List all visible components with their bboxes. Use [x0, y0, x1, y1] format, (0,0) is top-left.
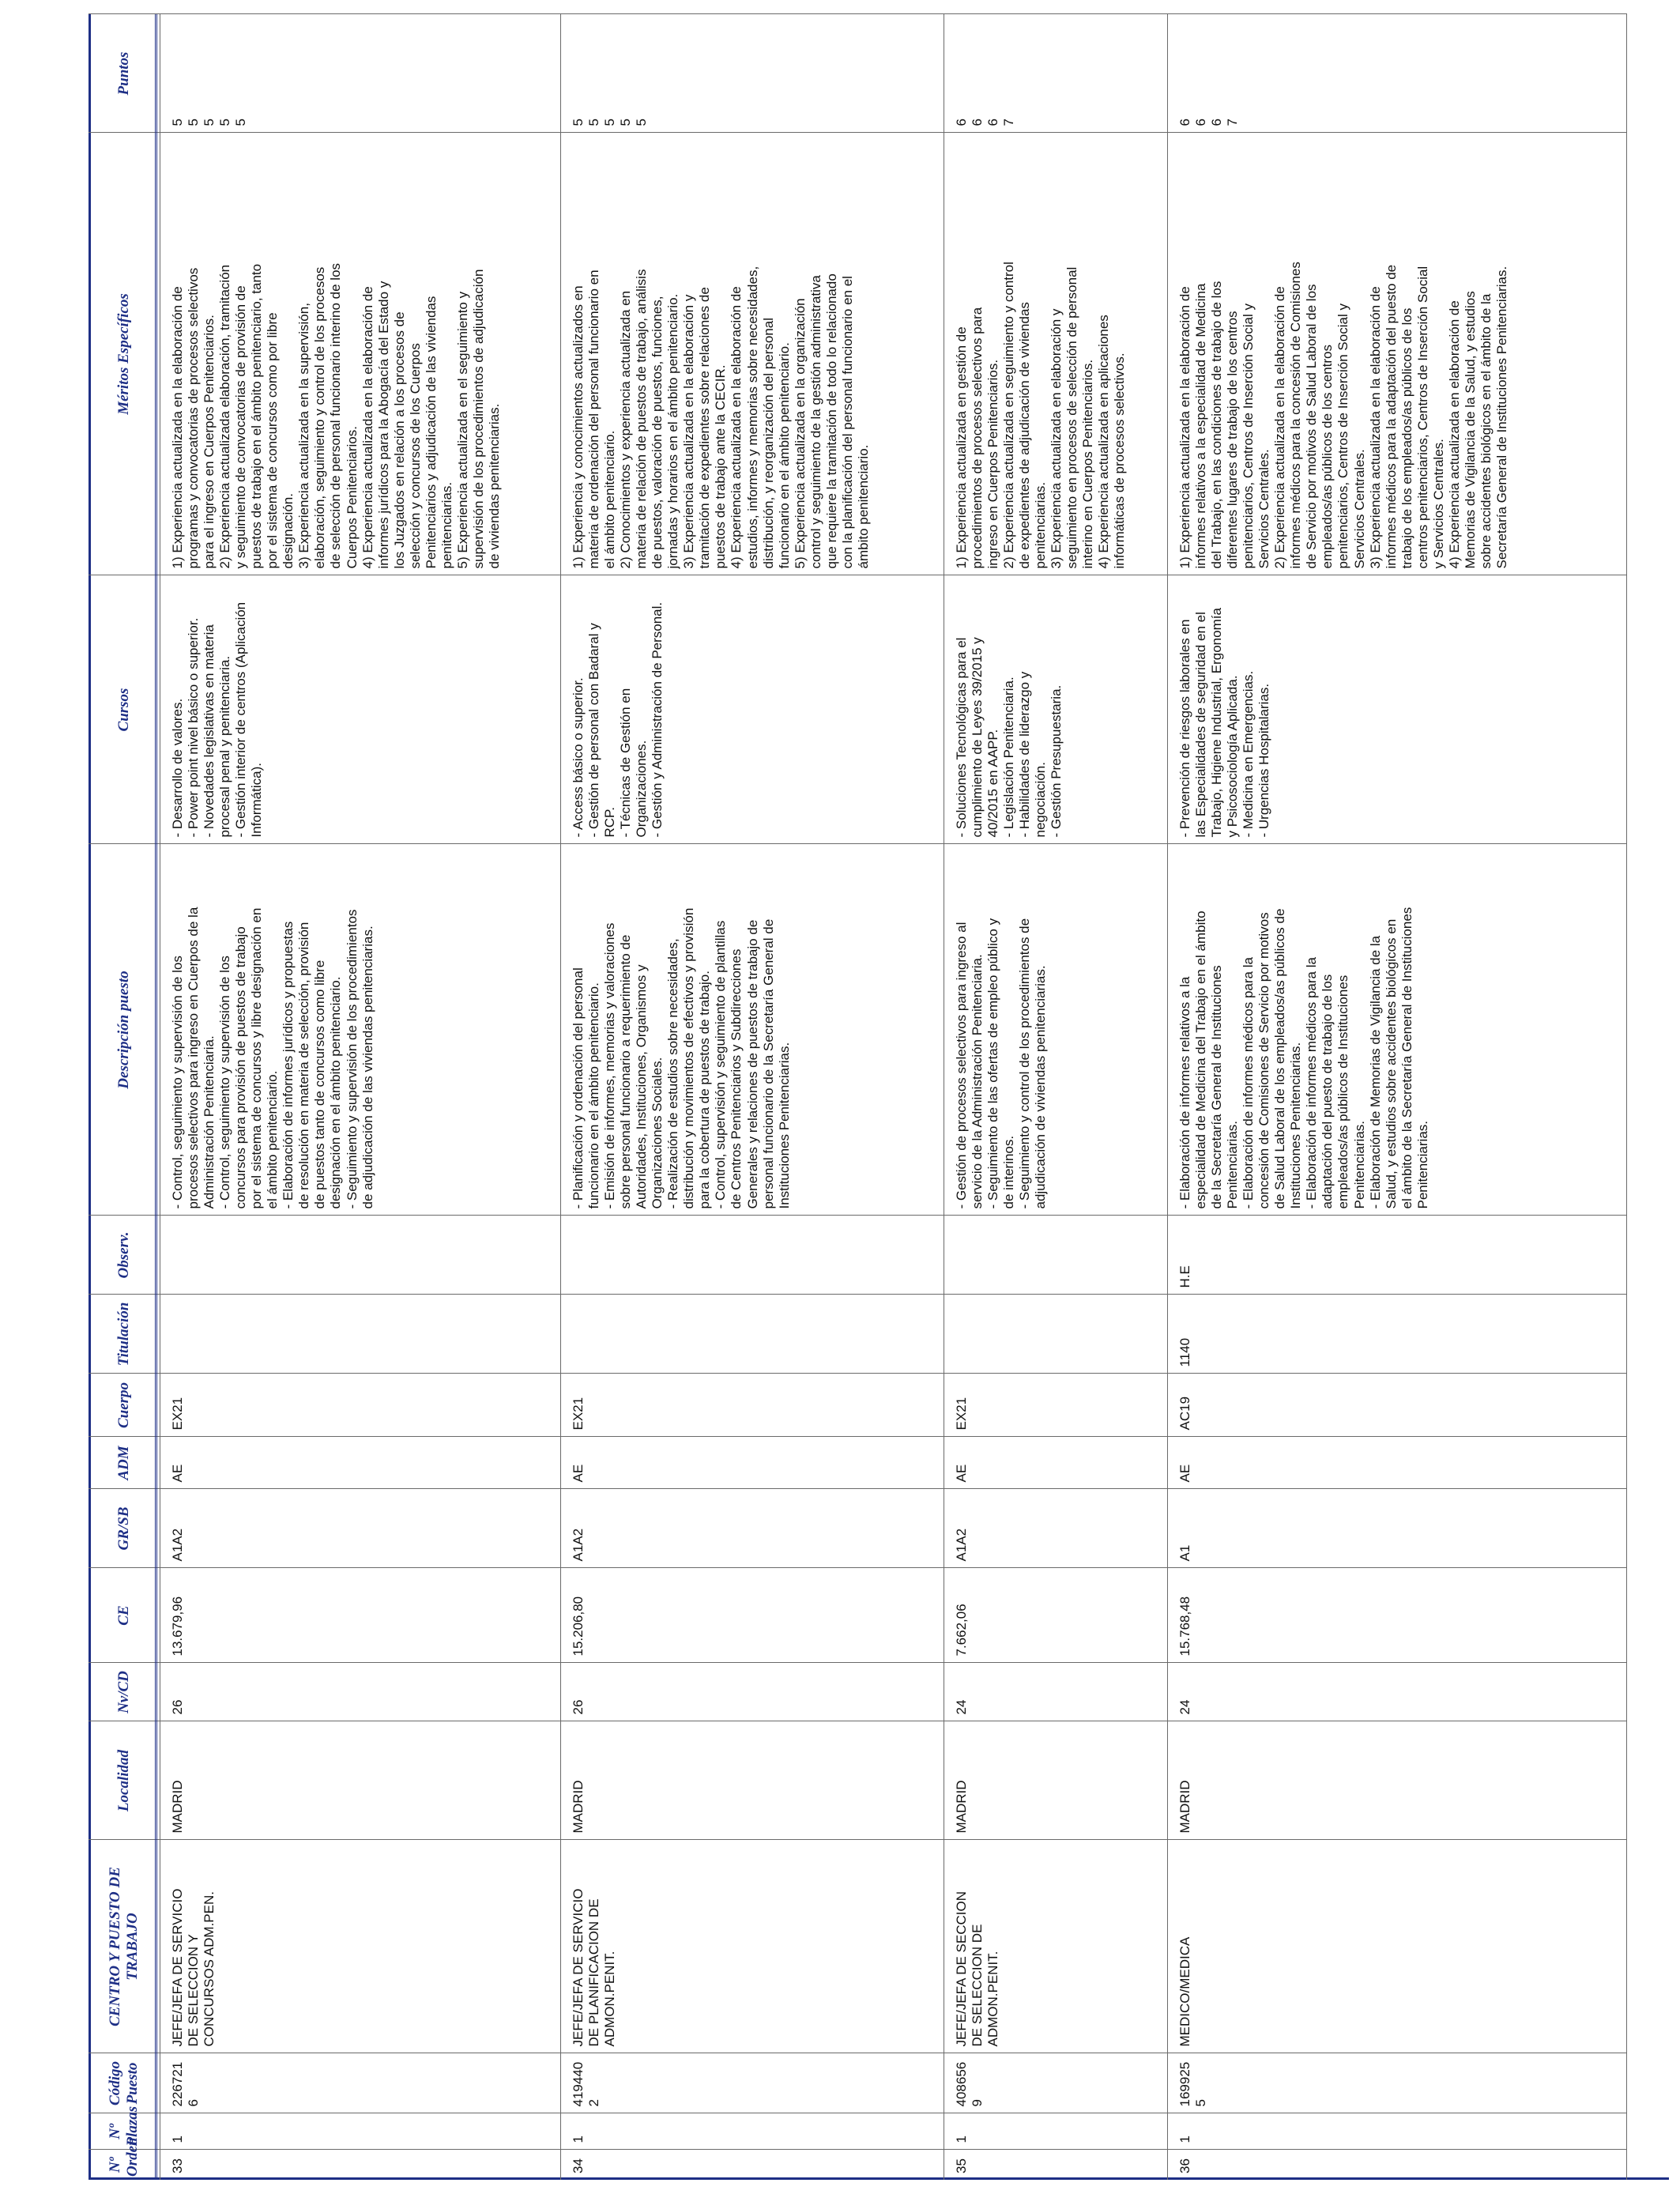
- vacancies-table: [89, 14, 1627, 2181]
- header-observ: Observ.: [89, 1216, 160, 1295]
- cell-titulacion: [160, 1295, 561, 1374]
- cell-cursos: - Soluciones Tecnológicas para el cumplimiento de Leyes 39/2015 y 40/2015 en AAPP. - Legislación Penitenciaria. - Habilidades de liderazgo y negociación. - Gestión Presupuestaria.: [944, 575, 1168, 844]
- cell-cursos: - Prevención de riesgos laborales en las Especialidades de seguridad en el Trabajo, Higiene Industrial, Ergonomía y Psicosociología Aplicada. - Medicina en Emergencias. - Urgencias Hospitalarias.: [1168, 575, 1627, 844]
- cell-titulacion: [944, 1295, 1168, 1374]
- cell-grsb: A1A2: [561, 1489, 944, 1568]
- cell-plazas: 1: [160, 2113, 561, 2150]
- cell-centro: JEFE/JEFA DE SECCION DE SELECCION DE ADMON.PENIT.: [944, 1840, 1168, 2053]
- cell-nivcd: 26: [561, 1663, 944, 1721]
- cell-orden: 34: [561, 2150, 944, 2180]
- header-descripcion: Descripción puesto: [89, 844, 160, 1216]
- table-row: [160, 14, 561, 2180]
- cell-meritos: 1) Experiencia actualizada en la elaboración de informes relativos a la especialidad de Medicina del Trabajo, en las condiciones de trabajo de los diferentes lugares de trabajo de los centros penitenciarios, Centros de Inserción Social y Servicios Centrales. 2) Experiencia actualizada en la elaboración de informes médicos para la concesión de Comisiones de Servicio por motivos de Salud Laboral de los empleados/as públicos de los centros penitenciarios, Centros de Inserción Social y Servicios Centrales. 3) Experiencia actualizada en la elaboración de informes médicos para la adaptación del puesto de trabajo de los empleados/as públicos de los centros penitenciarios, Centros de Inserción Social y Servicios Centrales. 4) Experiencia actualizada en elaboración de Memorias de Vigilancia de la Salud, y estudios sobre accidentes biológicos en el ámbito de la Secretaría General de Instituciones Penitenciarias.: [1168, 133, 1627, 575]
- cell-localidad: MADRID: [160, 1721, 561, 1840]
- header-centro: CENTRO Y PUESTO DE TRABAJO: [89, 1840, 160, 2053]
- cell-nivcd: 24: [944, 1663, 1168, 1721]
- cell-adm: AE: [561, 1437, 944, 1489]
- cell-ce: 15.768,48: [1168, 1568, 1627, 1663]
- cell-cuerpo: EX21: [561, 1374, 944, 1437]
- cell-observ: [160, 1216, 561, 1295]
- cell-grsb: A1A2: [160, 1489, 561, 1568]
- cell-centro: JEFE/JEFA DE SERVICIO DE SELECCION Y CONCURSOS ADM.PEN.: [160, 1840, 561, 2053]
- cell-puntos: 6 6 6 7: [944, 14, 1168, 133]
- cell-localidad: MADRID: [944, 1721, 1168, 1840]
- table-row: [1168, 14, 1627, 2180]
- cell-cursos: - Access básico o superior. - Gestión de personal con Badaral y RCP. - Técnicas de Gestión en Organizaciones. - Gestión y Administración de Personal.: [561, 575, 944, 844]
- header-grsb: GR/SB: [89, 1489, 160, 1568]
- cell-titulacion: 1140: [1168, 1295, 1627, 1374]
- cell-observ: H.E: [1168, 1216, 1627, 1295]
- cell-descripcion: - Planificación y ordenación del personal funcionario en el ámbito penitenciario. - Emisión de informes, memorias y valoraciones sobre personal funcionario a requerimiento de Autoridades, Instituciones, Organismos y Organizaciones Sociales. - Realización de estudios sobre necesidades, distribución y movimientos de efectivos y provisión para la cobertura de puestos de trabajo. - Control, supervisión y seguimiento de plantillas de Centros Penitenciarios y Subdirecciones Generales y relaciones de puestos de trabajo de personal funcionario de la Secretaría General de Instituciones Penitenciarias.: [561, 844, 944, 1216]
- cell-orden: 35: [944, 2150, 1168, 2180]
- table-row: [944, 14, 1168, 2180]
- cell-nivcd: 26: [160, 1663, 561, 1721]
- cell-adm: AE: [944, 1437, 1168, 1489]
- header-localidad: Localidad: [89, 1721, 160, 1840]
- header-plazas: Nº Plazas: [89, 2113, 160, 2150]
- cell-meritos: 1) Experiencia actualizada en gestión de procedimientos de procesos selectivos para ingreso en Cuerpos Penitenciarios. 2) Experiencia actualizada en seguimiento y control de expedientes de adjudicación de viviendas penitenciarias. 3) Experiencia actualizada en elaboración y seguimiento en procesos de selección de personal interino en Cuerpos Penitenciarios. 4) Experiencia actualizada en aplicaciones informáticas de procesos selectivos.: [944, 133, 1168, 575]
- header-orden: Nº Orden: [89, 2150, 160, 2180]
- cell-centro: MEDICO/MEDICA: [1168, 1840, 1627, 2053]
- cell-orden: 33: [160, 2150, 561, 2180]
- header-ce: CE: [89, 1568, 160, 1663]
- cell-puntos: 5 5 5 5 5: [160, 14, 561, 133]
- cell-nivcd: 24: [1168, 1663, 1627, 1721]
- cell-cuerpo: EX21: [160, 1374, 561, 1437]
- cell-codigo: 1699255: [1168, 2053, 1627, 2113]
- header-adm: ADM: [89, 1437, 160, 1489]
- header-row: [89, 14, 160, 2180]
- cell-cuerpo: AC19: [1168, 1374, 1627, 1437]
- cell-meritos: 1) Experiencia y conocimientos actualizados en materia de ordenación del personal funcionario en el ámbito penitenciario. 2) Conocimientos y experiencia actualizada en materia de relación de puestos de trabajo, análisis de puestos, valoración de puestos, funciones, jornadas y horarios en el ámbito penitenciario. 3) Experiencia actualizada en la elaboración y tramitación de expedientes sobre relaciones de puestos de trabajo ante la CECIR. 4) Experiencia actualizada en la elaboración de estudios, informes y memorias sobre necesidades, distribución, y reorganización del personal funcionario en el ámbito penitenciario. 5) Experiencia actualizada en la organización control y seguimiento de la gestión administrativa que requiere la tramitación de todo lo relacionado con la planificación del personal funcionario en el ámbito penitenciario.: [561, 133, 944, 575]
- cell-observ: [561, 1216, 944, 1295]
- cell-titulacion: [561, 1295, 944, 1374]
- cell-grsb: A1A2: [944, 1489, 1168, 1568]
- header-codigo: Código Puesto: [89, 2053, 160, 2113]
- cell-ce: 7.662,06: [944, 1568, 1168, 1663]
- cell-adm: AE: [160, 1437, 561, 1489]
- header-cursos: Cursos: [89, 575, 160, 844]
- cell-adm: AE: [1168, 1437, 1627, 1489]
- cell-meritos: 1) Experiencia actualizada en la elaboración de programas y convocatorias de procesos selectivos para el ingreso en Cuerpos Penitenciarios. 2) Experiencia actualizada elaboración, tramitación y seguimiento de convocatorias de provisión de puestos de trabajo en el ámbito penitenciario, tanto por el sistema de concursos como por libre designación. 3) Experiencia actualizada en la supervisión, elaboración, seguimiento y control de los procesos de selección de personal funcionario interino de los Cuerpos Penitenciarios. 4) Experiencia actualizada en la elaboración de informes jurídicos para la Abogacía del Estado y los Juzgados en relación a los procesos de selección y concursos de los Cuerpos Penitenciarios y adjudicación de las viviendas penitenciarias. 5) Experiencia actualizada en el seguimiento y supervisión de los procedimientos de adjudicación de viviendas penitenciarias.: [160, 133, 561, 575]
- header-rule: [155, 14, 157, 2180]
- header-cuerpo: Cuerpo: [89, 1374, 160, 1437]
- cell-observ: [944, 1216, 1168, 1295]
- cell-puntos: 6 6 6 7: [1168, 14, 1627, 133]
- table-row: [561, 14, 944, 2180]
- header-nivcd: Nv/CD: [89, 1663, 160, 1721]
- cell-cursos: - Desarrollo de valores. - Power point nivel básico o superior. - Novedades legislativas en materia procesal penal y penitenciaria. - Gestión interior de centros (Aplicación Informática).: [160, 575, 561, 844]
- cell-ce: 13.679,96: [160, 1568, 561, 1663]
- cell-descripcion: - Elaboración de informes relativos a la especialidad de Medicina del Trabajo en el ámbito de la Secretaría General de Instituciones Penitenciarias. - Elaboración de informes médicos para la concesión de Comisiones de Servicio por motivos de Salud Laboral de los empleados/as públicos de Instituciones Penitenciarias. - Elaboración de informes médicos para la adaptación del puesto de trabajo de los empleados/as públicos de Instituciones Penitenciarias. - Elaboración de Memorias de Vigilancia de la Salud, y estudios sobre accidentes biológicos en el ámbito de la Secretaría General de Instituciones Penitenciarias.: [1168, 844, 1627, 1216]
- cell-centro: JEFE/JEFA DE SERVICIO DE PLANIFICACION DE ADMON.PENIT.: [561, 1840, 944, 2053]
- cell-grsb: A1: [1168, 1489, 1627, 1568]
- cell-localidad: MADRID: [561, 1721, 944, 1840]
- cell-orden: 36: [1168, 2150, 1627, 2180]
- cell-codigo: 4086569: [944, 2053, 1168, 2113]
- cell-descripcion: - Control, seguimiento y supervisión de los procesos selectivos para ingreso en Cuerpos de la Administración Penitenciaria. - Control, seguimiento y supervisión de los concursos para provisión de puestos de trabajo por el sistema de concursos y libre designación en el ámbito penitenciario. - Elaboración de informes jurídicos y propuestas de resolución en materia de selección, provisión de puestos tanto de concursos como libre designación en el ámbito penitenciario. - Seguimiento y supervisión de los procedimientos de adjudicación de las viviendas penitenciarias.: [160, 844, 561, 1216]
- cell-puntos: 5 5 5 5 5: [561, 14, 944, 133]
- header-meritos: Méritos Específicos: [89, 133, 160, 575]
- cell-codigo: 4194402: [561, 2053, 944, 2113]
- cell-codigo: 2267216: [160, 2053, 561, 2113]
- cell-plazas: 1: [944, 2113, 1168, 2150]
- header-titulacion: Titulación: [89, 1295, 160, 1374]
- header-puntos: Puntos: [89, 14, 160, 133]
- cell-plazas: 1: [1168, 2113, 1627, 2150]
- cell-localidad: MADRID: [1168, 1721, 1627, 1840]
- cell-plazas: 1: [561, 2113, 944, 2150]
- cell-ce: 15.206,80: [561, 1568, 944, 1663]
- cell-cuerpo: EX21: [944, 1374, 1168, 1437]
- cell-descripcion: - Gestión de procesos selectivos para ingreso al servicio de la Administración Penitenciaria. - Seguimiento de las ofertas de empleo público y de interinos. - Seguimiento y control de los procedimientos de adjudicación de viviendas penitenciarias.: [944, 844, 1168, 1216]
